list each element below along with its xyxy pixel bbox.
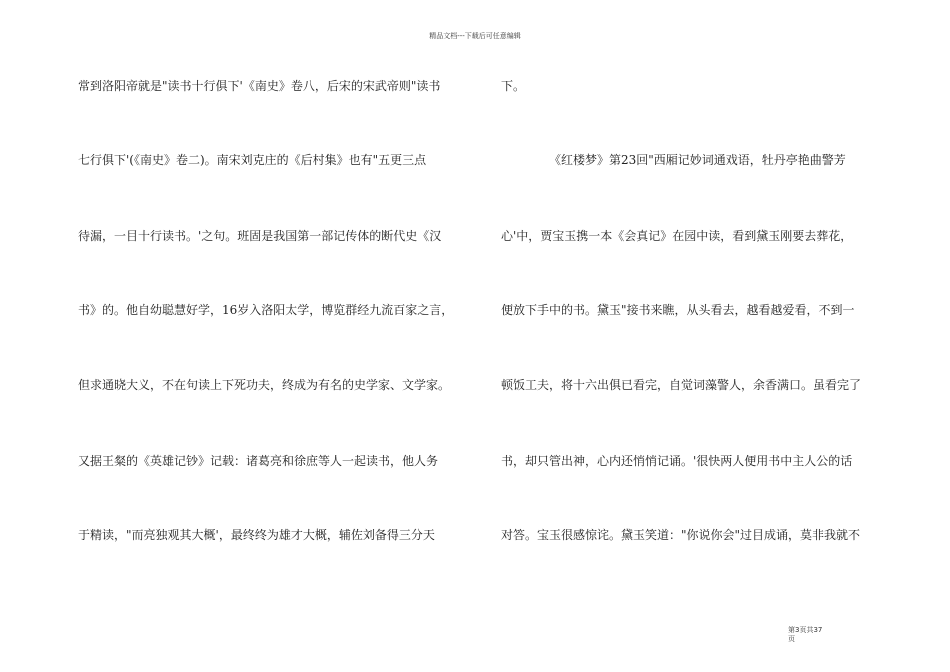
text-line: 于精读，"而亮独观其大概'，最终终为雄才大概，辅佐刘备得三分天 (78, 528, 435, 542)
text-line: 常到洛阳帝就是"读书十行俱下'《南史》卷八，后宋的宋武帝则"读书 (78, 79, 441, 93)
text-line: 下。 (501, 79, 526, 93)
text-line: 又据王粲的《英雄记钞》记载：诸葛亮和徐庶等人一起读书，他人务 (78, 454, 439, 468)
text-line: 对答。宝玉很感惊诧。黛玉笑道："你说你会"过目成诵，莫非我就不 (501, 528, 861, 542)
page-number (788, 626, 848, 644)
page-header: 精品文档---下载后可任意编辑 (429, 32, 521, 40)
text-line: 但求通晓大义，不在句读上下死功夫，终成为有名的史学家、文学家。 (78, 378, 451, 392)
text-line: 心'中，贾宝玉携一本《会真记》在园中读，看到黛玉刚要去葬花， (501, 229, 853, 243)
text-line: 《红楼梦》第23回"西厢记妙词通戏语，牡丹亭艳曲警芳 (549, 153, 846, 167)
text-line: 待漏，一目十行读书。'之句。班固是我国第一部记传体的断代史《汉 (78, 229, 442, 243)
text-line: 书，却只管出神，心内还悄悄记诵。'很快两人便用书中主人公的话 (501, 454, 853, 468)
page-number-line: 页 (788, 635, 795, 643)
text-line: 便放下手中的书。黛玉"接书来瞧，从头看去，越看越爱看，不到一 (501, 303, 855, 317)
text-line: 七行俱下'(《南史》卷二)。南宋刘克庄的《后村集》也有"五更三点 (78, 153, 427, 167)
text-line: 顿饭工夫，将十六出俱已看完，自觉词藻警人，余香满口。虽看完了 (501, 378, 862, 392)
text-line: 书》的。他自幼聪慧好学，16岁入洛阳太学，博览群经九流百家之言， (78, 303, 454, 317)
page-number-line: 第3页共37 (788, 626, 823, 634)
